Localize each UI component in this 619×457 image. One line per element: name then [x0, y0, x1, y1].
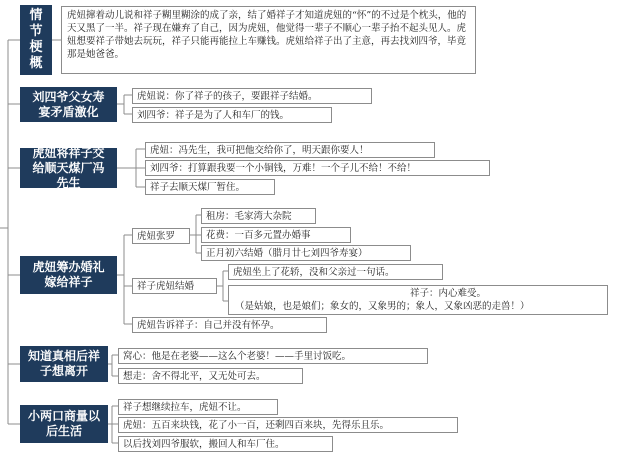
s3-wedding-inner	[228, 285, 608, 315]
s5-item-2: 虎妞：五百来块钱，花了小一百，还剩四百来块，先得乐且乐。	[118, 417, 458, 433]
heading-section-1-text: 刘四爷父女寿宴矛盾激化	[32, 89, 105, 119]
s3-wedding-inner-line-2: （是姑娘，也是娘们；象女的，又象男的；象人，又象凶恶的走兽！）	[235, 301, 530, 312]
heading-plot-summary-text: 情节梗概	[29, 7, 43, 72]
s2-item-1: 虎妞：冯先生，我可把他交给你了，明天跟你要人！	[145, 142, 435, 158]
s1-item-1: 虎妞说：你了祥子的孩子，要跟祥子结婚。	[132, 88, 372, 104]
heading-section-4	[20, 346, 108, 382]
s3-wedding-inner-line-1: 祥子：内心难受。	[409, 288, 486, 299]
s3-group-arrange: 虎妞张罗	[132, 228, 190, 244]
heading-section-4-text: 知道真相后祥子想离开	[27, 349, 100, 378]
s5-item-3: 以后找刘四爷服软，搬回人和车厂住。	[118, 436, 333, 452]
s3-arrange-item-2: 花费：一百多元置办婚事	[201, 227, 351, 243]
heading-section-2-text: 虎妞将祥子交给顺天煤厂冯先生	[32, 145, 105, 190]
heading-section-5	[20, 405, 108, 443]
heading-section-5-text: 小两口商量以后生活	[27, 409, 100, 438]
plot-summary-text: 虎妞撺着动儿说和祥子糊里糊涂的成了亲，结了婚祥子才知道虎妞的“怀”的不过是个枕头，他的天又黑了一半。祥子现在嫌弃了自己，因为虎妞，他觉得一辈子不顺心一辈子抬不起头见人。虎妞想要祥子带她去玩玩，祥子只能再能拉上车赚钱。虎妞给祥子出了主意，再去找刘四爷，毕竟那是她爸爸。	[61, 6, 476, 74]
s3-group-wedding: 祥子虎妞结婚	[132, 278, 217, 294]
heading-section-2	[20, 145, 117, 190]
s3-arrange-item-1: 租房：毛家湾大杂院	[201, 208, 316, 224]
s2-item-3: 祥子去顺天煤厂暂住。	[145, 179, 275, 195]
s1-item-2: 刘四爷：祥子是为了人和车厂的钱。	[132, 107, 332, 123]
heading-section-1	[20, 87, 117, 122]
heading-plot-summary	[20, 5, 52, 75]
heading-section-3-text: 虎妞筹办婚礼嫁给祥子	[32, 260, 105, 289]
s3-wedding-item-1: 虎妞坐上了花轿，没和父亲过一句话。	[228, 264, 443, 280]
s5-item-1: 祥子想继续拉车，虎妞不让。	[118, 399, 278, 415]
s3-arrange-item-3: 正月初六结婚（腊月廿七刘四爷寿宴）	[201, 245, 411, 261]
s2-item-2: 刘四爷：打算跟我要一个小铜钱，万难！一个子儿不给！不给！	[145, 160, 490, 176]
heading-section-3	[20, 256, 117, 294]
s4-item-1: 窝心：他是在老婆——这么个老婆！——手里讨饭吃。	[118, 348, 428, 364]
s3-item-not-pregnant: 虎妞告诉祥子：自己并没有怀孕。	[132, 317, 327, 333]
s4-item-2: 想走：舍不得北平，又无处可去。	[118, 368, 303, 384]
